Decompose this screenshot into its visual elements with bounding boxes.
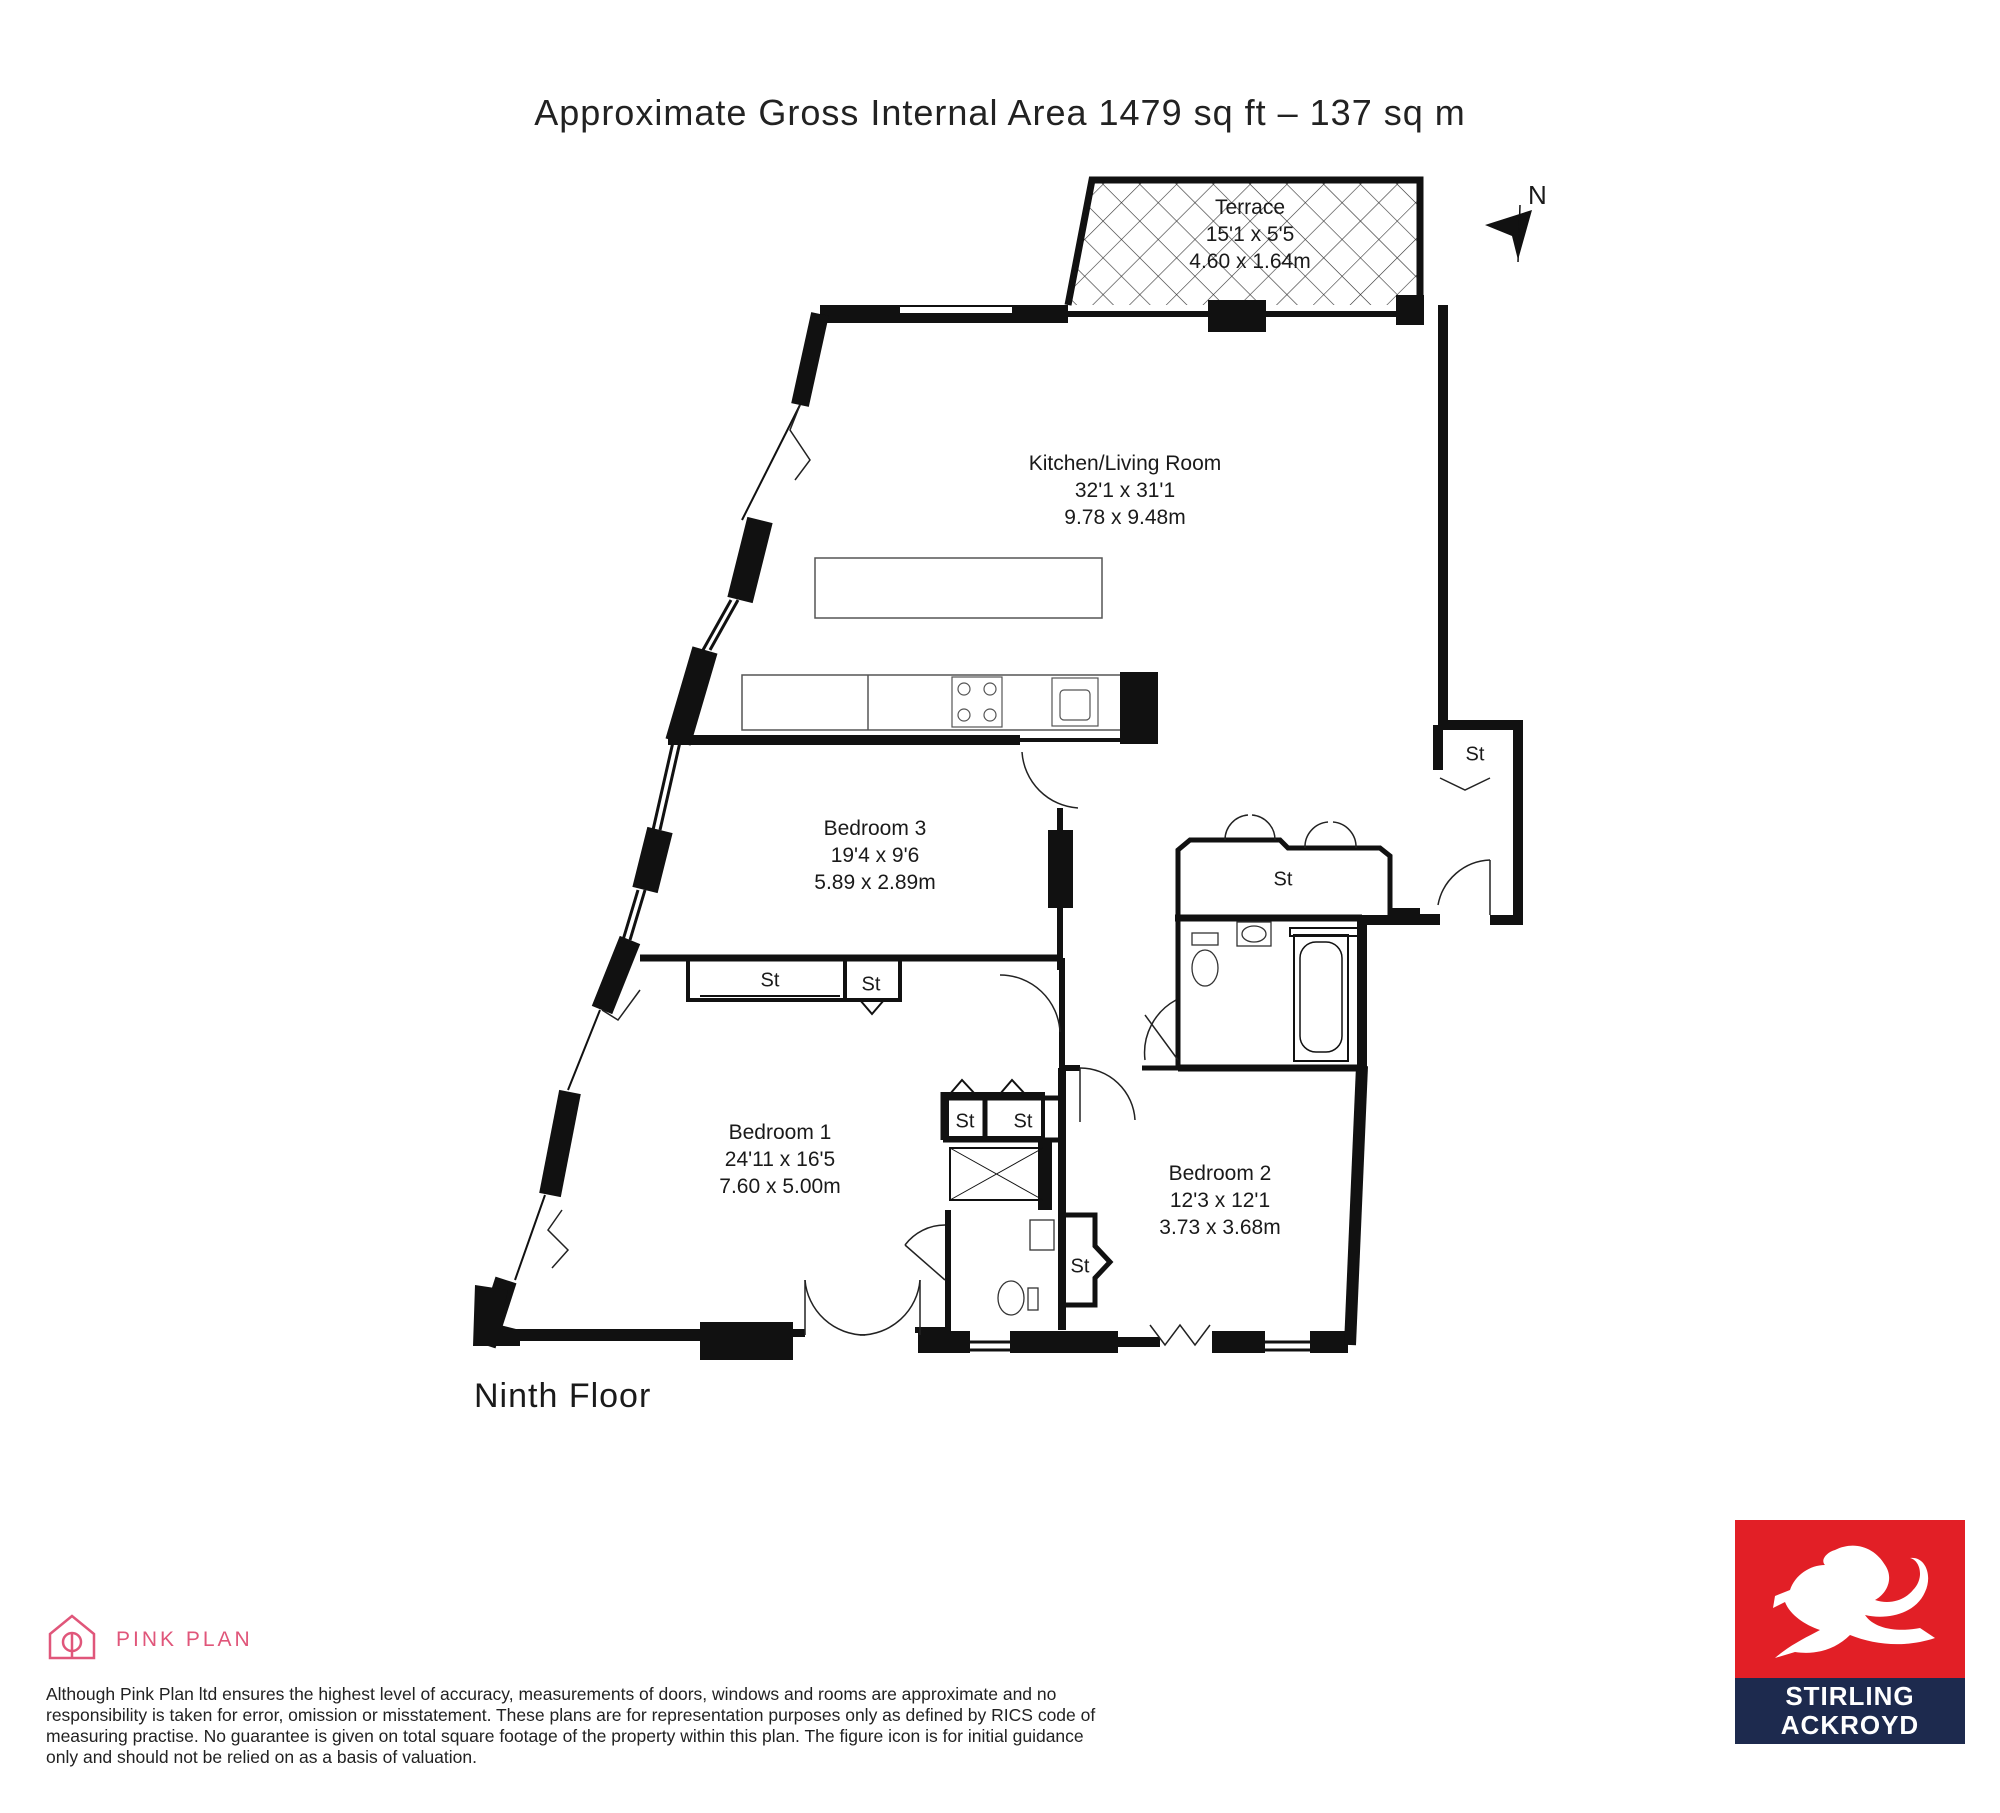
agent-logo bbox=[1735, 1520, 1965, 1744]
bedroom3-metric: 5.89 x 2.89m bbox=[814, 871, 936, 894]
floor-label: Ninth Floor bbox=[474, 1377, 652, 1415]
bedroom2-metric: 3.73 x 3.68m bbox=[1159, 1216, 1281, 1239]
house-icon bbox=[46, 1612, 102, 1662]
disclaimer-text: Although Pink Plan ltd ensures the highest level of accuracy, measurements of doors, windows and rooms are approximate and no responsibility is taken for error, omission or misstatement. These plans are for representation purposes only as defined by RICS code of measuring practise. No guarantee is given on total square footage of the property within this plan. The figure icon is for initial guidance only and should not be relied on as a basis of valuation. bbox=[46, 1684, 1096, 1767]
kitchen-imperial: 32'1 x 31'1 bbox=[1074, 479, 1176, 502]
bedroom3-name: Bedroom 3 bbox=[823, 817, 927, 840]
bedroom2-label bbox=[1120, 1160, 1320, 1241]
door-swings bbox=[548, 405, 1490, 1345]
kitchen-fittings bbox=[742, 558, 1158, 744]
bedroom2-name: Bedroom 2 bbox=[1168, 1162, 1272, 1185]
agent-name-line1: STIRLING bbox=[1785, 1681, 1915, 1711]
storage-label-kitchen: St bbox=[1465, 743, 1485, 766]
kitchen-name: Kitchen/Living Room bbox=[1028, 452, 1222, 475]
storage-label-hall: St bbox=[1273, 868, 1293, 891]
kitchen-label bbox=[1000, 450, 1250, 531]
storage-label-wardrobe: St bbox=[760, 969, 780, 992]
terrace-metric: 4.60 x 1.64m bbox=[1189, 250, 1311, 273]
compass-icon bbox=[1485, 205, 1532, 262]
terrace-name: Terrace bbox=[1214, 196, 1286, 219]
agent-logo-red bbox=[1735, 1520, 1965, 1678]
bedroom1-imperial: 24'11 x 16'5 bbox=[724, 1148, 836, 1171]
agent-name-line2: ACKROYD bbox=[1780, 1710, 1920, 1740]
kitchen-metric: 9.78 x 9.48m bbox=[1064, 506, 1186, 529]
bedroom1-metric: 7.60 x 5.00m bbox=[719, 1175, 841, 1198]
bedroom1-label bbox=[680, 1119, 880, 1200]
storage-label-bedroom1-small: St bbox=[861, 973, 881, 996]
bedroom1-name: Bedroom 1 bbox=[728, 1121, 832, 1144]
gross-area-title: Approximate Gross Internal Area 1479 sq ft – 137 sq m bbox=[534, 92, 1466, 133]
agent-logo-text bbox=[1735, 1678, 1965, 1744]
bedroom3-label bbox=[775, 815, 975, 896]
bedroom3-imperial: 19'4 x 9'6 bbox=[830, 844, 920, 867]
griffin-icon bbox=[1735, 1520, 1965, 1678]
bedroom2-imperial: 12'3 x 12'1 bbox=[1169, 1189, 1271, 1212]
pink-plan-brand: PINK PLAN bbox=[116, 1628, 253, 1651]
terrace-imperial: 15'1 x 5'5 bbox=[1205, 223, 1295, 246]
compass-label: N bbox=[1528, 180, 1547, 210]
storage-label-ensuite-left: St bbox=[955, 1110, 975, 1133]
terrace-label bbox=[1150, 194, 1350, 275]
storage-label-ensuite-right: St bbox=[1013, 1110, 1033, 1133]
storage-label-bedroom2: St bbox=[1070, 1255, 1090, 1278]
outer-walls bbox=[478, 305, 1518, 1360]
